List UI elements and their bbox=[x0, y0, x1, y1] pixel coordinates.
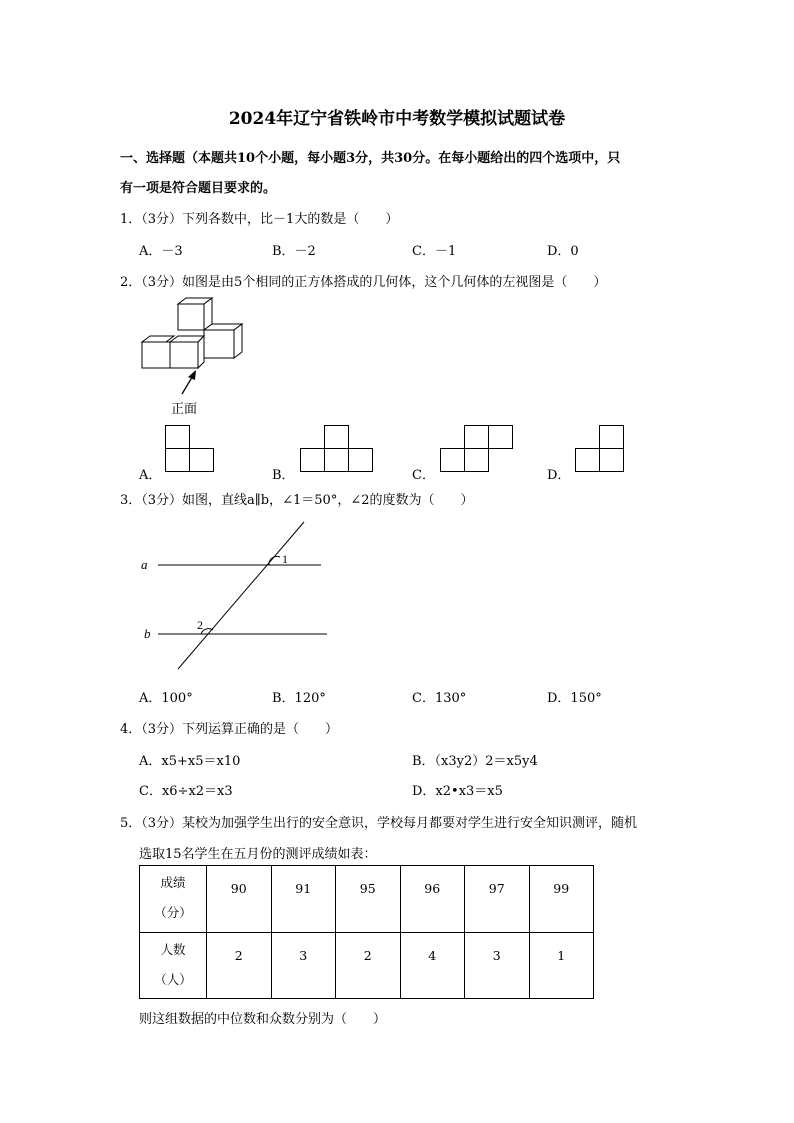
score-cell: 97 bbox=[465, 866, 530, 933]
label-a: a bbox=[141, 557, 148, 572]
q2-option-b: B． bbox=[272, 468, 295, 483]
q5-stem-line1: 5．（3分）某校为加强学生出行的安全意识，学校每月都要对学生进行安全知识测评，随机 bbox=[120, 816, 638, 831]
section-heading-line2: 有一项是符合题目要求的。 bbox=[120, 181, 277, 196]
front-label: 正面 bbox=[171, 402, 198, 417]
header-score-line1: 成绩 bbox=[160, 875, 186, 890]
table-row-scores bbox=[140, 866, 594, 933]
q1-option-d: D．0 bbox=[547, 244, 579, 259]
cube-stack-figure bbox=[138, 296, 248, 376]
label-b: b bbox=[144, 626, 151, 641]
table-row-counts bbox=[140, 932, 594, 999]
q4-option-c: C．x6÷x2＝x3 bbox=[139, 784, 233, 799]
q1-option-a: A．－3 bbox=[139, 244, 183, 259]
score-cell: 99 bbox=[529, 866, 594, 933]
parallel-lines-figure bbox=[138, 516, 338, 676]
q2-option-d-figure bbox=[575, 425, 625, 473]
count-cell: 2 bbox=[336, 932, 401, 999]
table-header-score bbox=[140, 866, 207, 933]
count-cell: 3 bbox=[271, 932, 336, 999]
q4-option-a: A．x5+x5＝x10 bbox=[139, 754, 241, 769]
count-cell: 1 bbox=[529, 932, 594, 999]
q2-option-a: A． bbox=[139, 468, 162, 483]
header-count-line1: 人数 bbox=[160, 941, 186, 957]
score-cell: 91 bbox=[271, 866, 336, 933]
label-angle-1: 1 bbox=[282, 552, 288, 566]
q3-option-c: C．130° bbox=[412, 691, 467, 706]
q3-option-d: D．150° bbox=[547, 691, 602, 706]
header-count-line2: （人） bbox=[154, 971, 192, 987]
score-table bbox=[139, 865, 594, 999]
q2-option-a-figure bbox=[165, 425, 215, 473]
q4-stem: 4．（3分）下列运算正确的是（ ） bbox=[120, 722, 339, 737]
q2-option-b-figure bbox=[300, 425, 374, 473]
q2-option-c-figure bbox=[440, 425, 514, 473]
score-cell: 95 bbox=[336, 866, 401, 933]
q3-stem: 3．（3分）如图，直线a∥b，∠1＝50°，∠2的度数为（ ） bbox=[120, 493, 474, 508]
q1-stem: 1．（3分）下列各数中，比－1大的数是（ ） bbox=[120, 212, 399, 227]
count-cell: 3 bbox=[465, 932, 530, 999]
q5-stem-line2: 选取15名学生在五月份的测评成绩如表： bbox=[139, 847, 377, 862]
q5-question: 则这组数据的中位数和众数分别为（ ） bbox=[139, 1012, 387, 1027]
section-heading-line1: 一、选择题（本题共10个小题，每小题3分，共30分。在每小题给出的四个选项中，只 bbox=[120, 151, 621, 166]
header-score-line2: （分） bbox=[154, 905, 192, 920]
count-cell: 4 bbox=[400, 932, 465, 999]
q3-option-a: A．100° bbox=[139, 691, 193, 706]
label-angle-2: 2 bbox=[197, 618, 203, 632]
q2-option-c: C． bbox=[412, 468, 435, 483]
q1-option-b: B．－2 bbox=[272, 244, 316, 259]
q4-option-d: D．x2•x3＝x5 bbox=[412, 784, 503, 799]
count-cell: 2 bbox=[207, 932, 272, 999]
table-header-count bbox=[140, 932, 207, 999]
score-cell: 96 bbox=[400, 866, 465, 933]
q3-option-b: B．120° bbox=[272, 691, 326, 706]
front-arrow-icon bbox=[176, 368, 200, 398]
q4-option-b: B．（x3y2）2＝x5y4 bbox=[412, 754, 538, 769]
q2-stem: 2．（3分）如图是由5个相同的正方体搭成的几何体，这个几何体的左视图是（ ） bbox=[120, 275, 607, 290]
q2-option-d: D． bbox=[547, 468, 571, 483]
score-cell: 90 bbox=[207, 866, 272, 933]
exam-title: 2024年辽宁省铁岭市中考数学模拟试题试卷 bbox=[228, 109, 566, 129]
q1-option-c: C．－1 bbox=[412, 244, 457, 259]
